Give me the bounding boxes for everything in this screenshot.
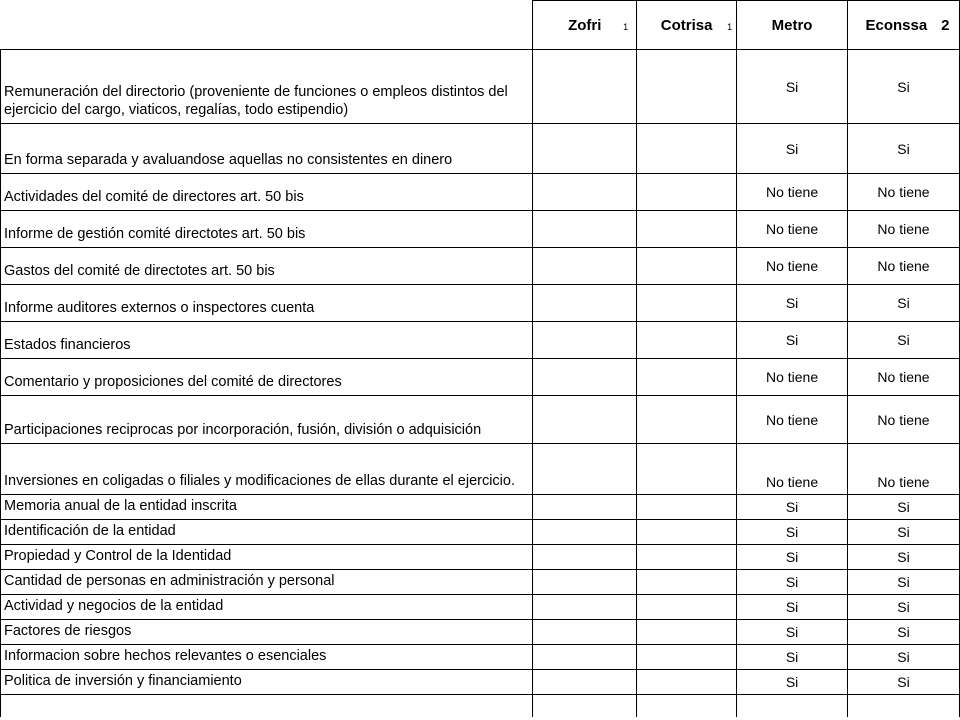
table-row xyxy=(1,595,960,620)
row-label: Estados financieros xyxy=(1,322,533,359)
cotrisa-cell xyxy=(637,285,737,322)
cotrisa-cell xyxy=(637,444,737,495)
table-row xyxy=(1,545,960,570)
header-blank-cell xyxy=(1,1,533,50)
row-label: Actividad y negocios de la entidad xyxy=(1,595,533,620)
zofri-cell xyxy=(533,359,637,396)
header-metro-label: Metro xyxy=(771,16,813,34)
metro-cell: No tiene xyxy=(737,211,848,248)
table-row xyxy=(1,444,960,495)
cotrisa-cell xyxy=(637,50,737,124)
cotrisa-cell xyxy=(637,359,737,396)
cotrisa-cell xyxy=(637,595,737,620)
table-row xyxy=(1,50,960,124)
row-label: Inversiones en coligadas o filiales y modificaciones de ellas durante el ejercicio. xyxy=(1,444,533,495)
row-label: Factores de riesgos xyxy=(1,620,533,645)
zofri-cell xyxy=(533,620,637,645)
metro-cell: Si xyxy=(737,645,848,670)
cotrisa-cell xyxy=(637,670,737,695)
table-row xyxy=(1,495,960,520)
row-label: En forma separada y avaluandose aquellas no consistentes en dinero xyxy=(1,124,533,174)
zofri-cell xyxy=(533,285,637,322)
table-row xyxy=(1,285,960,322)
econssa-cell: No tiene xyxy=(848,248,960,285)
table-row xyxy=(1,174,960,211)
header-cotrisa-label: Cotrisa xyxy=(660,16,713,34)
cotrisa-cell xyxy=(637,124,737,174)
zofri-cell xyxy=(533,570,637,595)
metro-cell: Si xyxy=(737,620,848,645)
zofri-cell xyxy=(533,670,637,695)
metro-cell: Si xyxy=(737,520,848,545)
table-row xyxy=(1,645,960,670)
header-cotrisa-note: 1 xyxy=(727,22,733,32)
econssa-cell: No tiene xyxy=(848,396,960,444)
table-row xyxy=(1,124,960,174)
econssa-cell: Si xyxy=(848,595,960,620)
metro-cell xyxy=(737,695,848,717)
metro-cell: Si xyxy=(737,670,848,695)
econssa-cell: No tiene xyxy=(848,211,960,248)
cotrisa-cell xyxy=(637,520,737,545)
metro-cell: No tiene xyxy=(737,174,848,211)
zofri-cell xyxy=(533,495,637,520)
cotrisa-cell xyxy=(637,322,737,359)
econssa-cell: Si xyxy=(848,322,960,359)
zofri-cell xyxy=(533,396,637,444)
table-row xyxy=(1,695,960,717)
zofri-cell xyxy=(533,322,637,359)
econssa-cell: No tiene xyxy=(848,444,960,495)
zofri-cell xyxy=(533,695,637,717)
cotrisa-cell xyxy=(637,211,737,248)
zofri-cell xyxy=(533,248,637,285)
table-row xyxy=(1,396,960,444)
metro-cell: Si xyxy=(737,322,848,359)
row-label: Informe auditores externos o inspectores cuenta xyxy=(1,285,533,322)
row-label: Actividades del comité de directores art. 50 bis xyxy=(1,174,533,211)
metro-cell: Si xyxy=(737,124,848,174)
metro-cell: No tiene xyxy=(737,396,848,444)
econssa-cell: Si xyxy=(848,124,960,174)
zofri-cell xyxy=(533,545,637,570)
cotrisa-cell xyxy=(637,695,737,717)
zofri-cell xyxy=(533,444,637,495)
zofri-cell xyxy=(533,595,637,620)
table-row xyxy=(1,570,960,595)
econssa-cell: Si xyxy=(848,285,960,322)
metro-cell: No tiene xyxy=(737,359,848,396)
cotrisa-cell xyxy=(637,248,737,285)
table-row xyxy=(1,322,960,359)
zofri-cell xyxy=(533,124,637,174)
cotrisa-cell xyxy=(637,495,737,520)
row-label: Cantidad de personas en administración y personal xyxy=(1,570,533,595)
row-label: Participaciones reciprocas por incorporación, fusión, división o adquisición xyxy=(1,396,533,444)
header-zofri xyxy=(533,1,637,50)
row-label: Politica de inversión y financiamiento xyxy=(1,670,533,695)
econssa-cell: No tiene xyxy=(848,359,960,396)
metro-cell: Si xyxy=(737,495,848,520)
econssa-cell xyxy=(848,695,960,717)
metro-cell: Si xyxy=(737,570,848,595)
cotrisa-cell xyxy=(637,645,737,670)
row-label: Memoria anual de la entidad inscrita xyxy=(1,495,533,520)
cotrisa-cell xyxy=(637,545,737,570)
cotrisa-cell xyxy=(637,396,737,444)
header-zofri-label: Zofri xyxy=(568,16,602,34)
zofri-cell xyxy=(533,520,637,545)
header-cotrisa xyxy=(637,1,737,50)
metro-cell: No tiene xyxy=(737,248,848,285)
row-label: Informacion sobre hechos relevantes o esenciales xyxy=(1,645,533,670)
metro-cell: Si xyxy=(737,545,848,570)
zofri-cell xyxy=(533,211,637,248)
header-row xyxy=(1,1,960,50)
metro-cell: Si xyxy=(737,285,848,322)
zofri-cell xyxy=(533,645,637,670)
header-zofri-note: 1 xyxy=(623,22,629,32)
header-econssa-note: 2 xyxy=(941,16,950,34)
row-label: Identificación de la entidad xyxy=(1,520,533,545)
econssa-cell: Si xyxy=(848,670,960,695)
econssa-cell: Si xyxy=(848,645,960,670)
table-row xyxy=(1,620,960,645)
metro-cell: Si xyxy=(737,595,848,620)
econssa-cell: Si xyxy=(848,620,960,645)
cotrisa-cell xyxy=(637,174,737,211)
econssa-cell: Si xyxy=(848,495,960,520)
table-row xyxy=(1,520,960,545)
zofri-cell xyxy=(533,50,637,124)
econssa-cell: Si xyxy=(848,50,960,124)
table-row xyxy=(1,359,960,396)
header-econssa xyxy=(848,1,960,50)
metro-cell: No tiene xyxy=(737,444,848,495)
cotrisa-cell xyxy=(637,620,737,645)
cotrisa-cell xyxy=(637,570,737,595)
table-row xyxy=(1,248,960,285)
table-row xyxy=(1,670,960,695)
row-label: Informe de gestión comité directotes art. 50 bis xyxy=(1,211,533,248)
row-label xyxy=(1,695,533,717)
row-label: Remuneración del directorio (proveniente de funciones o empleos distintos del ejercicio del cargo, viaticos, regalías, todo estipendio) xyxy=(1,50,533,124)
row-label: Comentario y proposiciones del comité de directores xyxy=(1,359,533,396)
metro-cell: Si xyxy=(737,50,848,124)
row-label: Propiedad y Control de la Identidad xyxy=(1,545,533,570)
econssa-cell: Si xyxy=(848,520,960,545)
econssa-cell: Si xyxy=(848,545,960,570)
econssa-cell: No tiene xyxy=(848,174,960,211)
header-metro xyxy=(737,1,848,50)
zofri-cell xyxy=(533,174,637,211)
econssa-cell: Si xyxy=(848,570,960,595)
table-row xyxy=(1,211,960,248)
header-econssa-label: Econssa xyxy=(865,16,928,34)
row-label: Gastos del comité de directotes art. 50 bis xyxy=(1,248,533,285)
